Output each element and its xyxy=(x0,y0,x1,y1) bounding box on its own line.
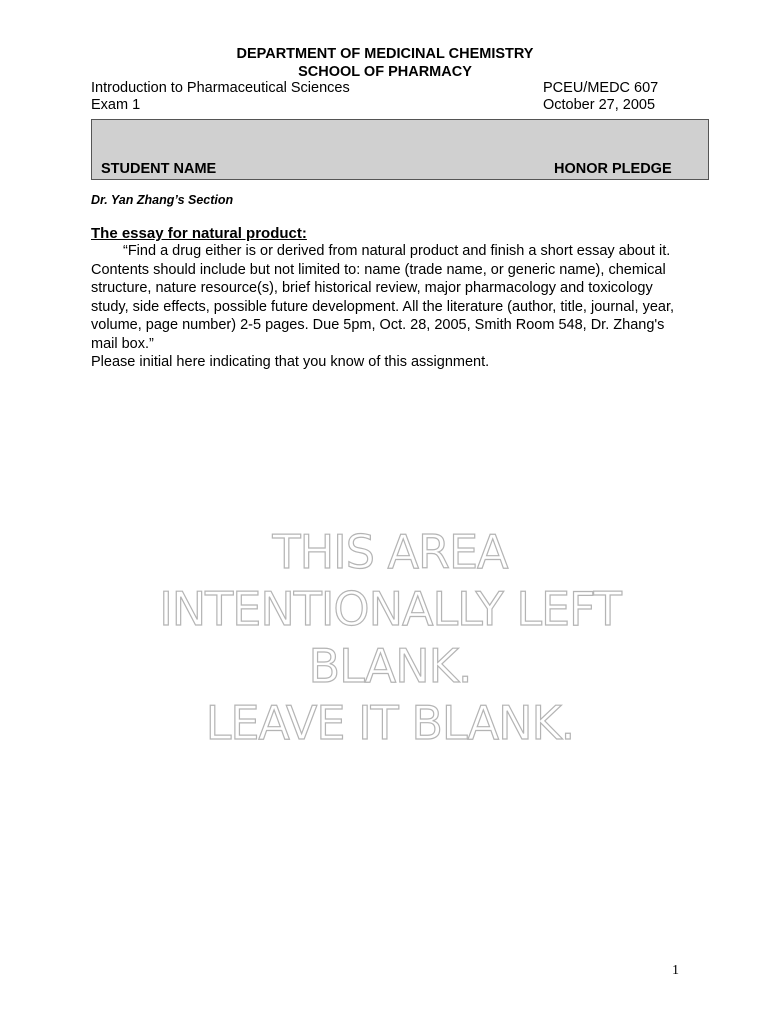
blank-notice-line: LEAVE IT BLANK. xyxy=(205,696,575,750)
course-name: Introduction to Pharmaceutical Sciences xyxy=(91,80,350,96)
student-info-box[interactable] xyxy=(91,119,709,180)
department-heading: DEPARTMENT OF MEDICINAL CHEMISTRY xyxy=(236,46,534,62)
blank-notice-line: THIS AREA xyxy=(272,525,508,579)
school-heading: SCHOOL OF PHARMACY xyxy=(298,64,472,80)
exam-label: Exam 1 xyxy=(91,97,141,113)
essay-description xyxy=(91,242,681,354)
blank-notice-line: BLANK. xyxy=(308,639,472,693)
exam-date: October 27, 2005 xyxy=(543,97,656,113)
honor-pledge-label: HONOR PLEDGE xyxy=(554,161,672,177)
page-number: 1 xyxy=(672,963,679,978)
section-label: Dr. Yan Zhang’s Section xyxy=(91,193,234,207)
initial-instruction: Please initial here indicating that you know of this assignment. xyxy=(91,354,490,370)
essay-body: “Find a drug either is or derived from natural product and finish a short essay about it. Contents should include but not limited to: name (trade name, or generic name), chemical structure, nature resource(s), brief historical review, major pharmacology and toxicology study, side effects, possible future development. All the literature (author, title, journal, year, volume, page number) 2-5 pages. Due 5pm, Oct. 28, 2005, Smith Room 548, Dr. Zhang's mail box.” xyxy=(91,243,675,352)
student-name-label: STUDENT NAME xyxy=(101,161,217,177)
blank-notice-line: INTENTIONALLY LEFT xyxy=(159,582,621,636)
essay-title: The essay for natural product: xyxy=(91,225,307,242)
course-code: PCEU/MEDC 607 xyxy=(543,80,659,96)
blank-area-notice xyxy=(60,524,720,752)
